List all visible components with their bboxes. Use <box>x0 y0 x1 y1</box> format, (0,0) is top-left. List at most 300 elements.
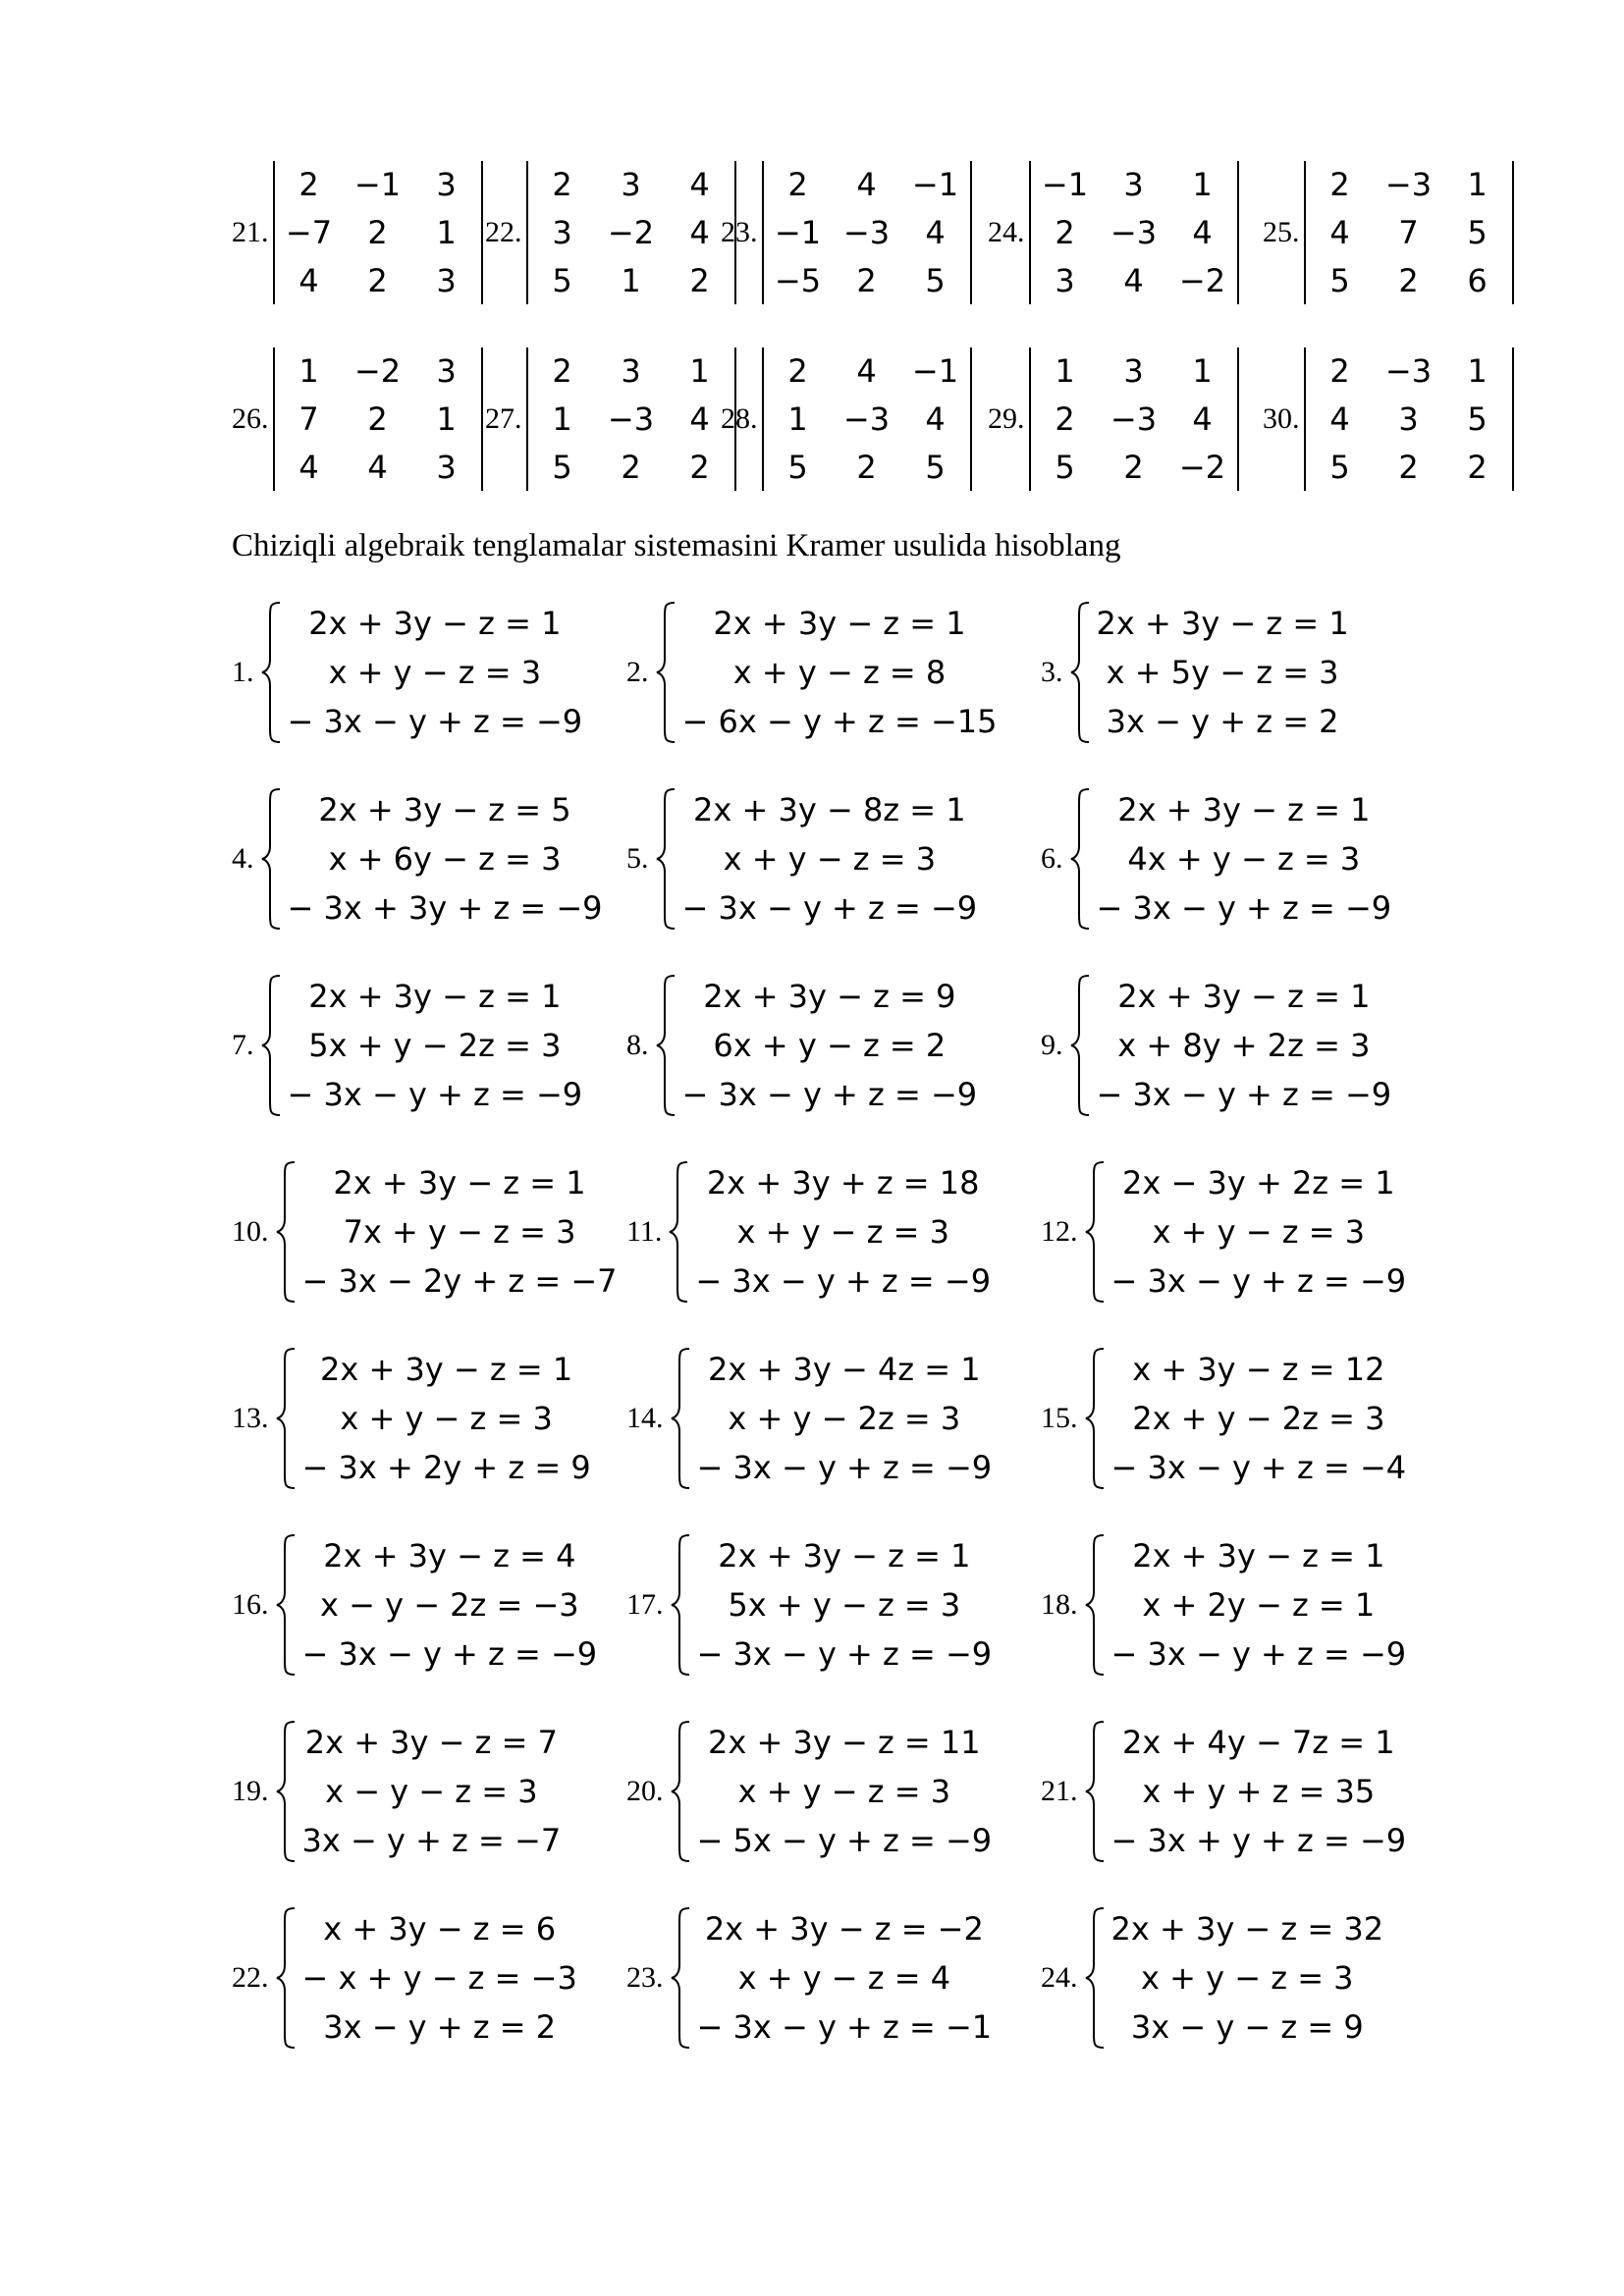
determinant-matrix <box>762 161 972 304</box>
equation: 2x + 3y − z = 1 <box>1117 978 1371 1015</box>
equation: − 3x − y + z = −9 <box>696 1635 993 1673</box>
brace-icon <box>1069 787 1091 931</box>
equation-system <box>1041 1158 1406 1306</box>
matrix-cell: 5 <box>552 261 572 299</box>
equation: − 3x − y + z = −9 <box>681 1076 978 1113</box>
matrix-row <box>764 262 970 299</box>
matrix-cell: 2 <box>367 213 388 251</box>
equations <box>1097 972 1392 1119</box>
system-label: 9. <box>1041 1029 1063 1061</box>
matrix-cell: −1 <box>1041 166 1089 204</box>
matrix-cell: 5 <box>1467 213 1488 251</box>
equation-system <box>1041 1345 1406 1492</box>
matrix-cell: −3 <box>842 213 891 251</box>
system-label: 21. <box>1041 1775 1078 1807</box>
matrix-row <box>764 352 970 390</box>
matrix-cell: 2 <box>787 352 808 391</box>
matrix-row <box>275 352 481 390</box>
equation-system <box>232 1158 618 1306</box>
equation: − 3x + 2y + z = 9 <box>301 1449 591 1486</box>
matrix-cell: 1 <box>1467 166 1488 204</box>
determinant-row-1 <box>232 159 1498 306</box>
equation: 3x − y + z = 2 <box>1106 703 1339 740</box>
brace-icon <box>1084 1347 1106 1490</box>
equations <box>682 972 978 1119</box>
equation: x + y − z = 3 <box>737 1773 951 1810</box>
equation-system <box>626 972 977 1119</box>
equations <box>1111 1904 1384 2052</box>
matrix-cell: −3 <box>842 400 891 438</box>
matrix-cell: 4 <box>689 400 710 438</box>
system-label: 16. <box>232 1588 269 1621</box>
determinant-label: 28. <box>721 402 758 435</box>
equation: 2x + 3y − z = 5 <box>318 791 571 828</box>
brace-icon <box>275 1160 297 1304</box>
system-label: 7. <box>232 1029 254 1061</box>
matrix-cell: −2 <box>607 213 655 251</box>
matrix-row <box>1031 352 1237 390</box>
matrix-cell: 5 <box>552 448 572 486</box>
equation: 3x − y − z = 9 <box>1130 2008 1364 2046</box>
equation-system <box>626 1718 992 1865</box>
equation: − 3x − y + z = −4 <box>1110 1449 1407 1486</box>
equation-system <box>232 599 582 746</box>
system-label: 23. <box>626 1961 664 1994</box>
brace-icon <box>668 1160 689 1304</box>
matrix-cell: 3 <box>621 166 641 204</box>
equations <box>302 1718 562 1865</box>
equation: 2x + 3y − z = 7 <box>304 1724 558 1761</box>
equation: x + y − z = 4 <box>737 1959 951 1997</box>
brace-icon <box>670 1906 691 2050</box>
equation-system <box>1041 599 1349 746</box>
brace-icon <box>275 1347 297 1490</box>
matrix-cell: 2 <box>1123 448 1144 486</box>
determinant <box>1263 159 1514 306</box>
matrix-cell: 2 <box>1467 448 1488 486</box>
equations <box>1097 785 1392 933</box>
equations <box>288 972 583 1119</box>
system-label: 12. <box>1041 1215 1078 1248</box>
equation-system <box>1041 1904 1383 2052</box>
equation: 2x + 3y − z = 1 <box>713 605 966 642</box>
matrix-cell: 4 <box>689 213 710 251</box>
matrix-cell: 3 <box>1123 352 1144 391</box>
determinant-matrix <box>762 347 972 491</box>
matrix-cell: 3 <box>552 213 572 251</box>
matrix-cell: 3 <box>621 352 641 391</box>
equation-system <box>1041 972 1391 1119</box>
matrix-cell: 1 <box>436 400 457 438</box>
matrix-cell: 2 <box>856 448 877 486</box>
matrix-cell: 2 <box>689 448 710 486</box>
equation: x − y − z = 3 <box>325 1773 538 1810</box>
equation: − 3x − y + z = −9 <box>681 889 978 927</box>
matrix-cell: 1 <box>1467 352 1488 391</box>
equations <box>697 1345 993 1492</box>
system-label: 14. <box>626 1402 664 1434</box>
equation: x + y − z = 3 <box>328 654 542 691</box>
matrix-cell: 2 <box>1055 400 1075 438</box>
matrix-cell: 4 <box>856 166 877 204</box>
brace-icon <box>670 1720 691 1863</box>
equation: − 3x − y + z = −9 <box>287 1076 583 1113</box>
determinant-label: 24. <box>988 216 1025 248</box>
equation-system <box>1041 785 1391 933</box>
determinant-label: 30. <box>1263 402 1300 435</box>
matrix-cell: 5 <box>1329 261 1350 299</box>
equation: 2x + 3y − z = 1 <box>308 978 562 1015</box>
equation-system <box>232 1531 597 1679</box>
equation: − 3x − 2y + z = −7 <box>301 1262 618 1300</box>
equations <box>1111 1158 1407 1306</box>
equation: 2x + 4y − 7z = 1 <box>1122 1724 1395 1761</box>
equation: x − y − 2z = −3 <box>319 1586 579 1624</box>
system-label: 11. <box>626 1215 663 1248</box>
equation: x + 3y − z = 12 <box>1132 1351 1385 1388</box>
equation: 2x + 3y − z = 4 <box>323 1537 576 1575</box>
matrix-cell: −3 <box>1110 400 1158 438</box>
matrix-cell: 1 <box>621 261 641 299</box>
equations <box>682 599 998 746</box>
matrix-cell: 2 <box>552 352 572 391</box>
system-label: 4. <box>232 842 254 875</box>
matrix-row <box>275 166 481 203</box>
matrix-cell: 2 <box>1329 352 1350 391</box>
equation: 2x + 3y − z = 1 <box>1096 605 1349 642</box>
equation: 3x − y + z = 2 <box>323 2008 557 2046</box>
determinant-label: 22. <box>485 216 522 248</box>
matrix-cell: 4 <box>1329 400 1350 438</box>
matrix-cell: −3 <box>1384 352 1433 391</box>
system-label: 8. <box>626 1029 649 1061</box>
matrix-row <box>528 214 734 251</box>
matrix-cell: 7 <box>298 400 319 438</box>
matrix-cell: −2 <box>1178 448 1226 486</box>
brace-icon <box>670 1533 691 1677</box>
equation: 2x + 3y − 4z = 1 <box>708 1351 981 1388</box>
equation: 2x + 3y − z = 11 <box>708 1724 981 1761</box>
equation-system <box>232 1904 577 2052</box>
system-label: 3. <box>1041 656 1063 688</box>
equation: x + y − z = 3 <box>723 840 937 878</box>
brace-icon <box>260 787 282 931</box>
matrix-row <box>1031 400 1237 438</box>
equation: − 3x − y + z = −9 <box>287 703 583 740</box>
determinant <box>485 346 736 493</box>
brace-icon <box>655 787 677 931</box>
matrix-cell: 1 <box>689 352 710 391</box>
system-label: 6. <box>1041 842 1063 875</box>
matrix-cell: 5 <box>787 448 808 486</box>
matrix-cell: 4 <box>298 448 319 486</box>
equation-system <box>626 1345 992 1492</box>
determinant <box>232 346 483 493</box>
system-label: 10. <box>232 1215 269 1248</box>
equation-system <box>232 972 582 1119</box>
matrix-cell: 4 <box>925 400 946 438</box>
matrix-cell: 5 <box>1329 448 1350 486</box>
equation: 2x − 3y + 2z = 1 <box>1122 1164 1395 1201</box>
equation: 2x + 3y − z = 1 <box>718 1537 971 1575</box>
determinant-matrix <box>273 161 483 304</box>
system-label: 13. <box>232 1402 269 1434</box>
equations <box>682 785 978 933</box>
equation-system <box>232 1718 561 1865</box>
matrix-row <box>1306 166 1512 203</box>
matrix-row <box>275 449 481 486</box>
equation: 2x + 3y − z = 1 <box>308 605 562 642</box>
equation: x + y − 2z = 3 <box>728 1400 961 1437</box>
matrix-row <box>1031 214 1237 251</box>
brace-icon <box>260 601 282 744</box>
equation: − x + y − z = −3 <box>301 1959 577 1997</box>
matrix-cell: −3 <box>1384 166 1433 204</box>
matrix-cell: 2 <box>367 400 388 438</box>
equation: 2x + 3y − z = 1 <box>1117 791 1371 828</box>
system-label: 22. <box>232 1961 269 1994</box>
determinant-label: 27. <box>485 402 522 435</box>
brace-icon <box>275 1906 297 2050</box>
determinant-matrix <box>1304 161 1514 304</box>
matrix-cell: 3 <box>436 448 457 486</box>
brace-icon <box>1069 974 1091 1117</box>
equation: x + y − z = 3 <box>736 1213 949 1251</box>
equation: x + y + z = 35 <box>1142 1773 1376 1810</box>
equation: 6x + y − z = 2 <box>713 1027 947 1064</box>
brace-icon <box>670 1347 691 1490</box>
matrix-cell: 2 <box>1329 166 1350 204</box>
matrix-row <box>528 166 734 203</box>
system-label: 2. <box>626 656 649 688</box>
equation: x + y − z = 8 <box>732 654 947 691</box>
matrix-cell: 3 <box>1055 261 1075 299</box>
determinant <box>721 346 972 493</box>
matrix-cell: 2 <box>856 261 877 299</box>
equations <box>302 1158 618 1306</box>
brace-icon <box>655 974 677 1117</box>
equation: − 3x − y + z = −9 <box>301 1635 598 1673</box>
equation: x + 3y − z = 6 <box>323 1910 557 1948</box>
matrix-row <box>528 262 734 299</box>
matrix-row <box>275 400 481 438</box>
equation-system <box>626 1158 991 1306</box>
matrix-cell: −1 <box>774 213 822 251</box>
matrix-row <box>1031 166 1237 203</box>
brace-icon <box>1069 601 1091 744</box>
equation-system <box>1041 1531 1406 1679</box>
determinant-label: 26. <box>232 402 269 435</box>
determinant-label: 23. <box>721 216 758 248</box>
equation: 2x + 3y − z = 1 <box>319 1351 573 1388</box>
matrix-row <box>1306 400 1512 438</box>
equations <box>697 1531 993 1679</box>
section-title: Chiziqli algebraik tenglamalar sistemasini Kramer usulida hisoblang <box>232 528 1121 563</box>
matrix-row <box>1306 449 1512 486</box>
determinant-row-2 <box>232 346 1498 493</box>
equations <box>697 1904 993 2052</box>
equation: 4x + y − z = 3 <box>1127 840 1361 878</box>
matrix-cell: 1 <box>552 400 572 438</box>
system-label: 1. <box>232 656 254 688</box>
system-label: 5. <box>626 842 649 875</box>
brace-icon <box>275 1720 297 1863</box>
determinant-label: 21. <box>232 216 269 248</box>
matrix-cell: 4 <box>689 166 710 204</box>
equations <box>1097 599 1349 746</box>
matrix-cell: 2 <box>1398 261 1419 299</box>
equations <box>302 1531 598 1679</box>
matrix-row <box>1031 262 1237 299</box>
equation: − 6x − y + z = −15 <box>681 703 998 740</box>
matrix-row <box>764 400 970 438</box>
matrix-row <box>1031 449 1237 486</box>
equations <box>288 785 603 933</box>
matrix-cell: 4 <box>925 213 946 251</box>
system-label: 17. <box>626 1588 664 1621</box>
system-label: 24. <box>1041 1961 1078 1994</box>
equation: 5x + y − 2z = 3 <box>308 1027 562 1064</box>
determinant <box>485 159 736 306</box>
matrix-cell: −1 <box>353 166 402 204</box>
determinant-matrix <box>1029 347 1239 491</box>
equation: − 3x − y + z = −9 <box>1096 1076 1392 1113</box>
equation: x + y − z = 3 <box>1152 1213 1366 1251</box>
matrix-cell: −2 <box>353 352 402 391</box>
matrix-row <box>275 262 481 299</box>
system-label: 20. <box>626 1775 664 1807</box>
matrix-cell: 4 <box>1192 400 1213 438</box>
matrix-cell: 7 <box>1398 213 1419 251</box>
equations <box>1111 1345 1407 1492</box>
matrix-cell: 6 <box>1467 261 1488 299</box>
equations <box>695 1158 991 1306</box>
matrix-row <box>528 352 734 390</box>
matrix-cell: 3 <box>436 352 457 391</box>
equation-system <box>232 1345 591 1492</box>
determinant-matrix <box>526 161 736 304</box>
equation: x + 5y − z = 3 <box>1106 654 1339 691</box>
matrix-cell: 4 <box>298 261 319 299</box>
equation: − 3x + y + z = −9 <box>1110 1822 1407 1859</box>
matrix-row <box>764 166 970 203</box>
matrix-cell: −3 <box>1110 213 1158 251</box>
brace-icon <box>1084 1906 1106 2050</box>
system-label: 15. <box>1041 1402 1078 1434</box>
equations <box>288 599 583 746</box>
equation: − 5x − y + z = −9 <box>696 1822 993 1859</box>
matrix-cell: 4 <box>1123 261 1144 299</box>
matrix-cell: 2 <box>298 166 319 204</box>
matrix-cell: 3 <box>1123 166 1144 204</box>
matrix-cell: 3 <box>1398 400 1419 438</box>
matrix-cell: 3 <box>436 261 457 299</box>
equations <box>1111 1531 1407 1679</box>
matrix-cell: 1 <box>436 213 457 251</box>
equation: − 3x − y + z = −9 <box>1110 1262 1407 1300</box>
brace-icon <box>260 974 282 1117</box>
determinant <box>721 159 972 306</box>
determinant-matrix <box>1304 347 1514 491</box>
equation-system <box>626 785 977 933</box>
matrix-cell: −3 <box>607 400 655 438</box>
equation: 2x + 3y − z = 1 <box>333 1164 586 1201</box>
brace-icon <box>1084 1533 1106 1677</box>
equation: 2x + 3y − z = −2 <box>704 1910 984 1948</box>
matrix-cell: 3 <box>436 166 457 204</box>
matrix-cell: 1 <box>1055 352 1075 391</box>
matrix-cell: −1 <box>911 166 959 204</box>
brace-icon <box>1084 1720 1106 1863</box>
matrix-row <box>1306 214 1512 251</box>
matrix-cell: 2 <box>689 261 710 299</box>
equation: 2x + 3y − z = 1 <box>1132 1537 1385 1575</box>
matrix-cell: 2 <box>552 166 572 204</box>
determinant <box>232 159 483 306</box>
equation: 2x + 3y − 8z = 1 <box>693 791 966 828</box>
equation-system <box>626 599 998 746</box>
equation: − 3x − y + z = −9 <box>1096 889 1392 927</box>
matrix-cell: 4 <box>856 352 877 391</box>
matrix-row <box>764 214 970 251</box>
matrix-cell: 4 <box>1329 213 1350 251</box>
determinant <box>988 159 1239 306</box>
determinant-matrix <box>273 347 483 491</box>
equation: x + 8y + 2z = 3 <box>1117 1027 1371 1064</box>
matrix-cell: 1 <box>298 352 319 391</box>
matrix-cell: 2 <box>1055 213 1075 251</box>
equations <box>302 1345 591 1492</box>
equation: 7x + y − z = 3 <box>343 1213 576 1251</box>
equation-system <box>1041 1718 1406 1865</box>
equation: 2x + y − 2z = 3 <box>1132 1400 1385 1437</box>
equation: 2x + 3y − z = 9 <box>703 978 956 1015</box>
matrix-cell: 1 <box>1192 166 1213 204</box>
equation: − 3x − y + z = −9 <box>696 1449 993 1486</box>
equations <box>1111 1718 1407 1865</box>
matrix-row <box>528 400 734 438</box>
matrix-cell: 4 <box>1192 213 1213 251</box>
equations <box>697 1718 993 1865</box>
equation: 5x + y − z = 3 <box>728 1586 961 1624</box>
equation: − 3x − y + z = −9 <box>1110 1635 1407 1673</box>
equations <box>302 1904 577 2052</box>
equation: x + y − z = 3 <box>340 1400 553 1437</box>
matrix-cell: 5 <box>925 448 946 486</box>
matrix-cell: −5 <box>774 261 822 299</box>
equation: − 3x − y + z = −1 <box>696 2008 993 2046</box>
brace-icon <box>655 601 677 744</box>
equation: 2x + 3y − z = 32 <box>1110 1910 1384 1948</box>
determinant <box>988 346 1239 493</box>
brace-icon <box>1084 1160 1106 1304</box>
equation: − 3x + 3y + z = −9 <box>287 889 603 927</box>
matrix-cell: −1 <box>911 352 959 391</box>
matrix-cell: 2 <box>787 166 808 204</box>
equation: x + 2y − z = 1 <box>1142 1586 1376 1624</box>
equation-system <box>232 785 603 933</box>
determinant-matrix <box>1029 161 1239 304</box>
matrix-cell: −7 <box>285 213 333 251</box>
equation: x + y − z = 3 <box>1141 1959 1354 1997</box>
matrix-cell: 5 <box>1467 400 1488 438</box>
determinant-matrix <box>526 347 736 491</box>
matrix-cell: 5 <box>925 261 946 299</box>
determinant-label: 29. <box>988 402 1025 435</box>
equation: 3x − y + z = −7 <box>301 1822 562 1859</box>
determinant <box>1263 346 1514 493</box>
matrix-cell: −2 <box>1178 261 1226 299</box>
